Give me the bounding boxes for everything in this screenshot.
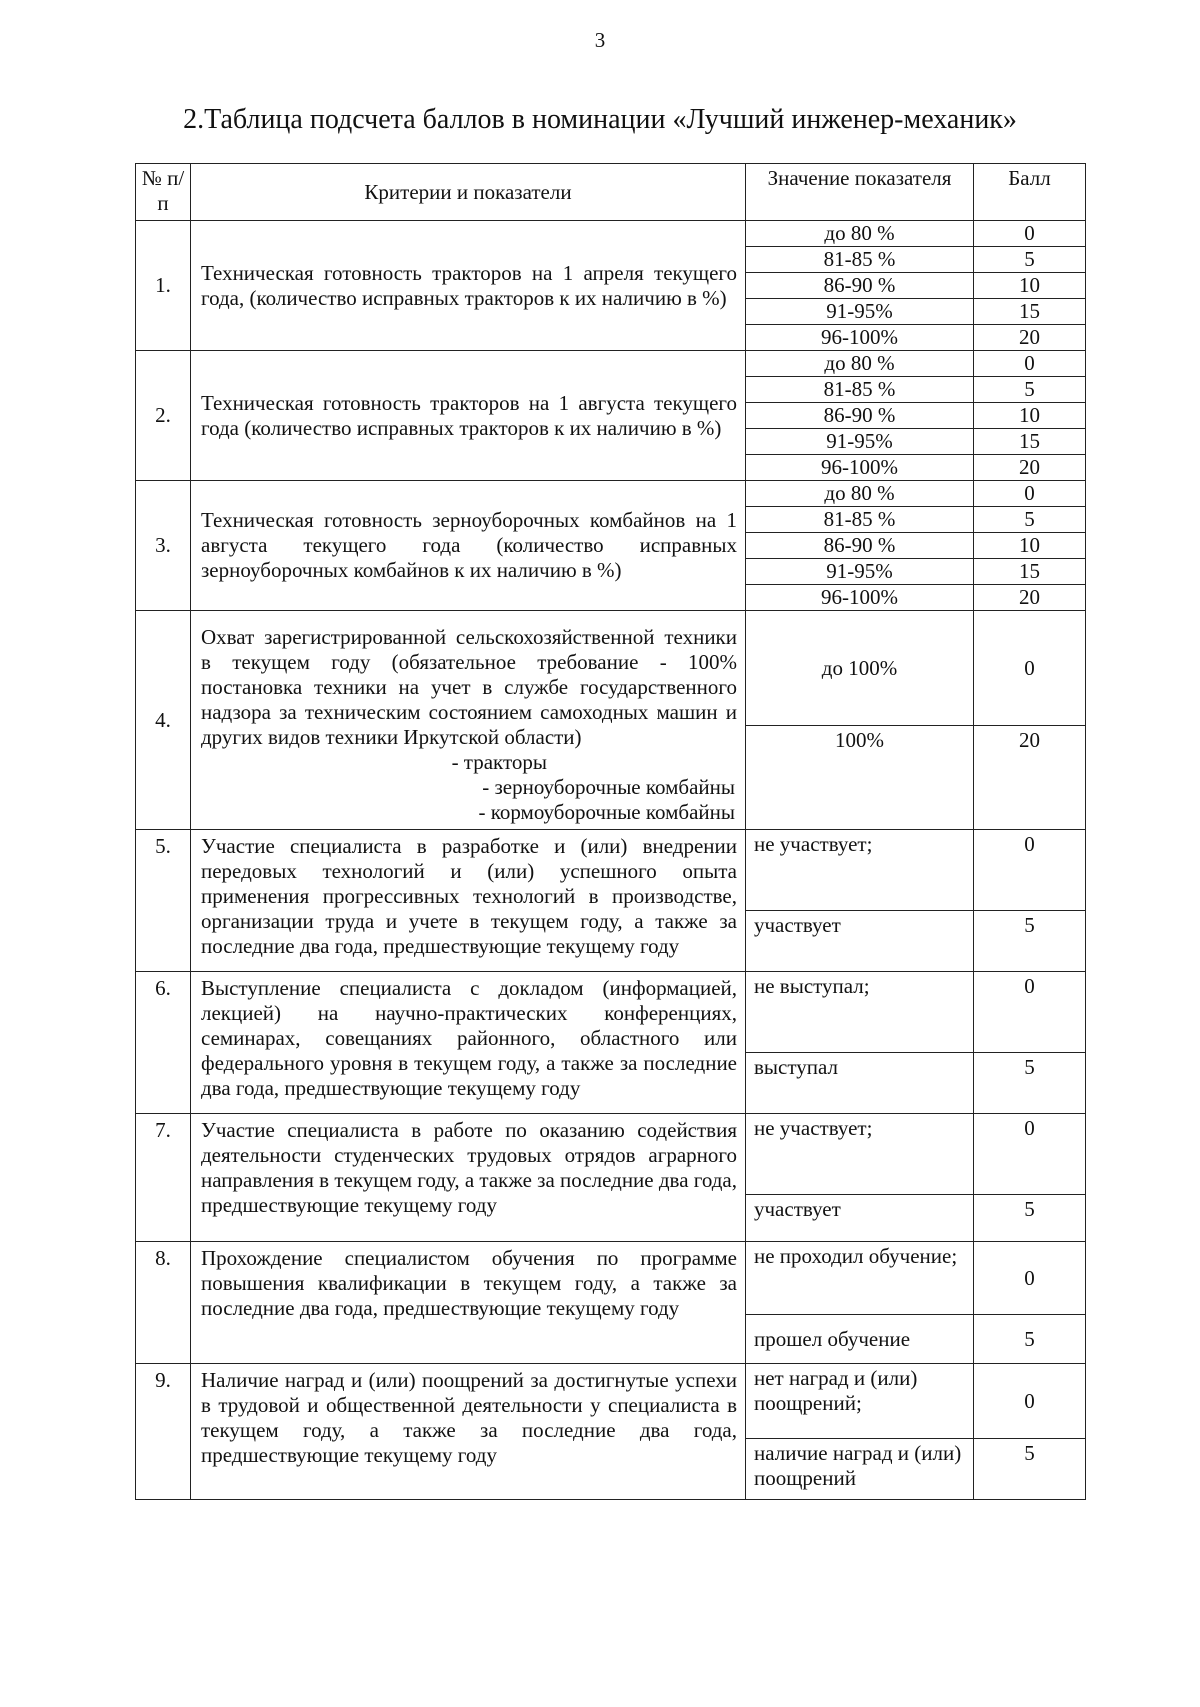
row-number: 8. [136,1242,191,1364]
criteria-cell: Техническая готовность тракторов на 1 августа текущего года (количество исправных тракторов к их наличию в %) [191,351,746,481]
score-cell: 10 [974,533,1086,559]
table-row [136,972,1086,1053]
score-cell: 20 [974,325,1086,351]
score-cell: 0 [974,1364,1086,1439]
score-cell: 0 [974,1242,1086,1315]
score-cell: 5 [974,1195,1086,1242]
value-cell: 86-90 % [746,403,974,429]
header-score: Балл [974,164,1086,221]
value-cell: 96-100% [746,585,974,611]
header-num: № п/п [136,164,191,221]
row-number: 2. [136,351,191,481]
score-cell: 0 [974,611,1086,726]
value-cell: 96-100% [746,455,974,481]
table-row [136,221,1086,247]
value-cell: 100% [746,726,974,830]
score-cell: 0 [974,972,1086,1053]
value-cell: не проходил обучение; [746,1242,974,1315]
score-cell: 5 [974,377,1086,403]
score-cell: 0 [974,351,1086,377]
document-title: 2.Таблица подсчета баллов в номинации «Лучший инженер-механик» [183,104,1017,135]
list-item: - зерноуборочные комбайны [482,775,735,799]
value-cell: не участвует; [746,830,974,911]
list-item: - тракторы [451,750,547,774]
score-cell: 0 [974,221,1086,247]
value-cell: 86-90 % [746,533,974,559]
table-row [136,611,1086,726]
criteria-cell: Наличие наград и (или) поощрений за достигнутые успехи в трудовой и общественной деятельности у специалиста в текущем году, а также за последние два года, предшествующие текущему году [191,1364,746,1500]
header-criteria: Критерии и показатели [191,164,746,221]
criteria-cell [191,611,746,830]
value-cell: участвует [746,911,974,972]
row-number: 7. [136,1114,191,1242]
table-row [136,481,1086,507]
value-cell: 91-95% [746,429,974,455]
criteria-cell: Техническая готовность зерноуборочных комбайнов на 1 августа текущего года (количество исправных зерноуборочных комбайнов к их наличию в %) [191,481,746,611]
score-cell: 5 [974,1315,1086,1364]
table-row [136,1364,1086,1439]
score-cell: 15 [974,299,1086,325]
criteria-text: Охват зарегистрированной сельскохозяйственной техники в текущем году (обязательное требование - 100% постановка техники на учет в службе государственного надзора за техническим состоянием самоходных машин и других видов техники Иркутской области) [201,625,737,749]
value-cell: выступал [746,1053,974,1114]
value-cell: 81-85 % [746,377,974,403]
score-cell: 20 [974,585,1086,611]
value-cell: нет наград и (или) поощрений; [746,1364,974,1439]
value-cell: до 80 % [746,351,974,377]
score-cell: 0 [974,830,1086,911]
score-cell: 5 [974,911,1086,972]
score-cell: 10 [974,403,1086,429]
value-cell: 81-85 % [746,507,974,533]
value-cell: 91-95% [746,299,974,325]
criteria-cell: Участие специалиста в работе по оказанию содействия деятельности студенческих трудовых отрядов аграрного направления в текущем году, а также за последние два года, предшествующие текущему году [191,1114,746,1242]
row-number: 1. [136,221,191,351]
score-cell: 5 [974,1053,1086,1114]
row-number: 4. [136,611,191,830]
value-cell: 86-90 % [746,273,974,299]
score-cell: 15 [974,429,1086,455]
list-item: - кормоуборочные комбайны [478,800,735,824]
value-cell: участвует [746,1195,974,1242]
value-cell: 91-95% [746,559,974,585]
row-number: 9. [136,1364,191,1500]
value-cell: до 80 % [746,481,974,507]
value-cell: до 100% [746,611,974,726]
value-cell: до 80 % [746,221,974,247]
value-cell: не участвует; [746,1114,974,1195]
value-cell: наличие наград и (или) поощрений [746,1439,974,1500]
row-number: 6. [136,972,191,1114]
score-cell: 5 [974,1439,1086,1500]
score-cell: 0 [974,481,1086,507]
page-number: 3 [594,28,606,52]
header-value: Значение показателя [746,164,974,221]
table-row [136,830,1086,911]
score-cell: 0 [974,1114,1086,1195]
row-number: 5. [136,830,191,972]
score-cell: 15 [974,559,1086,585]
score-cell: 5 [974,247,1086,273]
row-number: 3. [136,481,191,611]
criteria-cell: Прохождение специалистом обучения по программе повышения квалификации в текущем году, а также за последние два года, предшествующие текущему году [191,1242,746,1364]
value-cell: не выступал; [746,972,974,1053]
table-row [136,1242,1086,1315]
score-cell: 5 [974,507,1086,533]
value-cell: прошел обучение [746,1315,974,1364]
table-row [136,351,1086,377]
value-cell: 81-85 % [746,247,974,273]
table-row [136,1114,1086,1195]
value-cell: 96-100% [746,325,974,351]
scoring-table [135,163,1086,1500]
score-cell: 20 [974,455,1086,481]
table-header-row [136,164,1086,221]
score-cell: 20 [974,726,1086,830]
criteria-sub-list [201,750,737,825]
criteria-cell: Выступление специалиста с докладом (информацией, лекцией) на научно-практических конференциях, семинарах, совещаниях районного, областного или федерального уровня в текущем году, а также за последние два года, предшествующие текущему году [191,972,746,1114]
criteria-cell: Участие специалиста в разработке и (или) внедрении передовых технологий и (или) успешного опыта применения прогрессивных технологий в производстве, организации труда и учете в текущем году, а также за последние два года, предшествующие текущему году [191,830,746,972]
score-cell: 10 [974,273,1086,299]
criteria-cell: Техническая готовность тракторов на 1 апреля текущего года, (количество исправных тракторов к их наличию в %) [191,221,746,351]
